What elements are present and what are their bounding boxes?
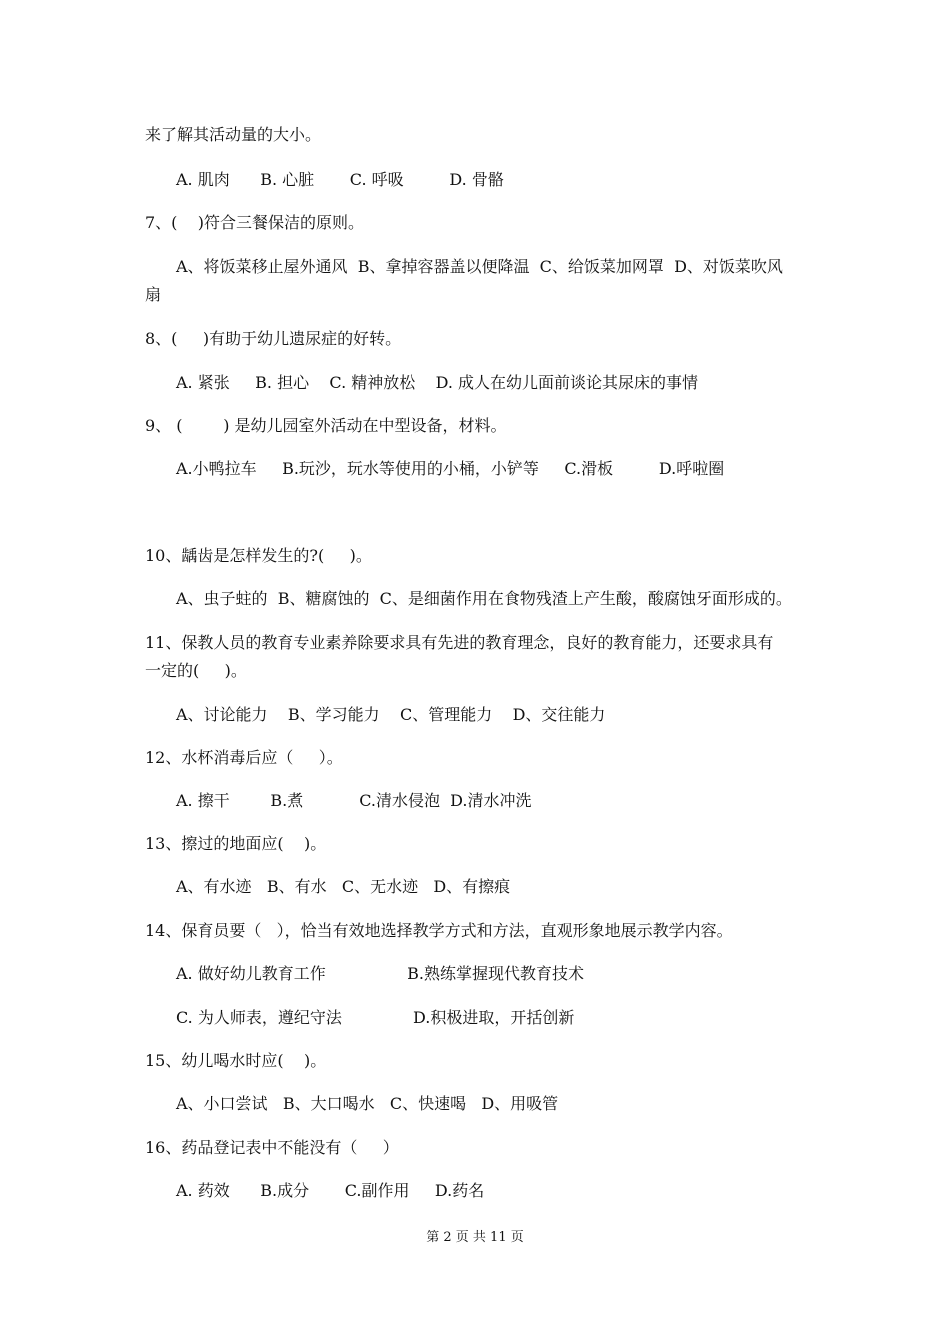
answer-options: A、小口尝试 B、大口喝水 C、快速喝 D、用吸管 [176,1094,559,1113]
answer-options: A、虫子蛀的 B、糖腐蚀的 C、是细菌作用在食物残渣上产生酸，酸腐蚀牙面形成的。 [176,589,792,608]
text-line: 来了解其活动量的大小。 [145,125,322,144]
answer-options: A. 药效 B.成分 C.副作用 D.药名 [176,1181,485,1200]
question-13: 13、擦过的地面应( )。 [145,834,327,853]
question-10: 10、龋齿是怎样发生的?( )。 [145,546,372,565]
text-line: 一定的( )。 [145,661,247,680]
answer-options: A. 肌肉 B. 心脏 C. 呼吸 D. 骨骼 [176,170,504,189]
question-7: 7、( )符合三餐保洁的原则。 [145,213,365,232]
question-8: 8、( )有助于幼儿遗尿症的好转。 [145,329,402,348]
answer-options: C. 为人师表，遵纪守法 D.积极进取，开括创新 [176,1008,575,1027]
page-number-footer: 第 2 页 共 11 页 [426,1230,524,1245]
answer-options: A、将饭菜移止屋外通风 B、拿掉容器盖以便降温 C、给饭菜加网罩 D、对饭菜吹风 [176,257,783,276]
question-14: 14、保育员要（ ），恰当有效地选择教学方式和方法，直观形象地展示教学内容。 [145,921,733,940]
answer-options: A. 擦干 B.煮 C.清水侵泡 D.清水冲洗 [176,791,532,810]
question-16: 16、药品登记表中不能没有（ ） [145,1138,399,1157]
answer-options: A. 做好幼儿教育工作 B.熟练掌握现代教育技术 [176,964,584,983]
answer-options: A、讨论能力 B、学习能力 C、管理能力 D、交往能力 [176,705,606,724]
question-15: 15、幼儿喝水时应( )。 [145,1051,327,1070]
answer-options: A、有水迹 B、有水 C、无水迹 D、有擦痕 [176,877,511,896]
question-9: 9、 ( ) 是幼儿园室外活动在中型设备，材料。 [145,416,507,435]
question-11: 11、保教人员的教育专业素养除要求具有先进的教育理念，良好的教育能力，还要求具有 [145,633,774,652]
question-12: 12、水杯消毒后应（ ）。 [145,748,343,767]
text-line: 扇 [145,285,162,304]
answer-options: A. 紧张 B. 担心 C. 精神放松 D. 成人在幼儿面前谈论其尿床的事情 [176,373,699,392]
answer-options: A.小鸭拉车 B.玩沙，玩水等使用的小桶，小铲等 C.滑板 D.呼啦圈 [176,459,725,478]
